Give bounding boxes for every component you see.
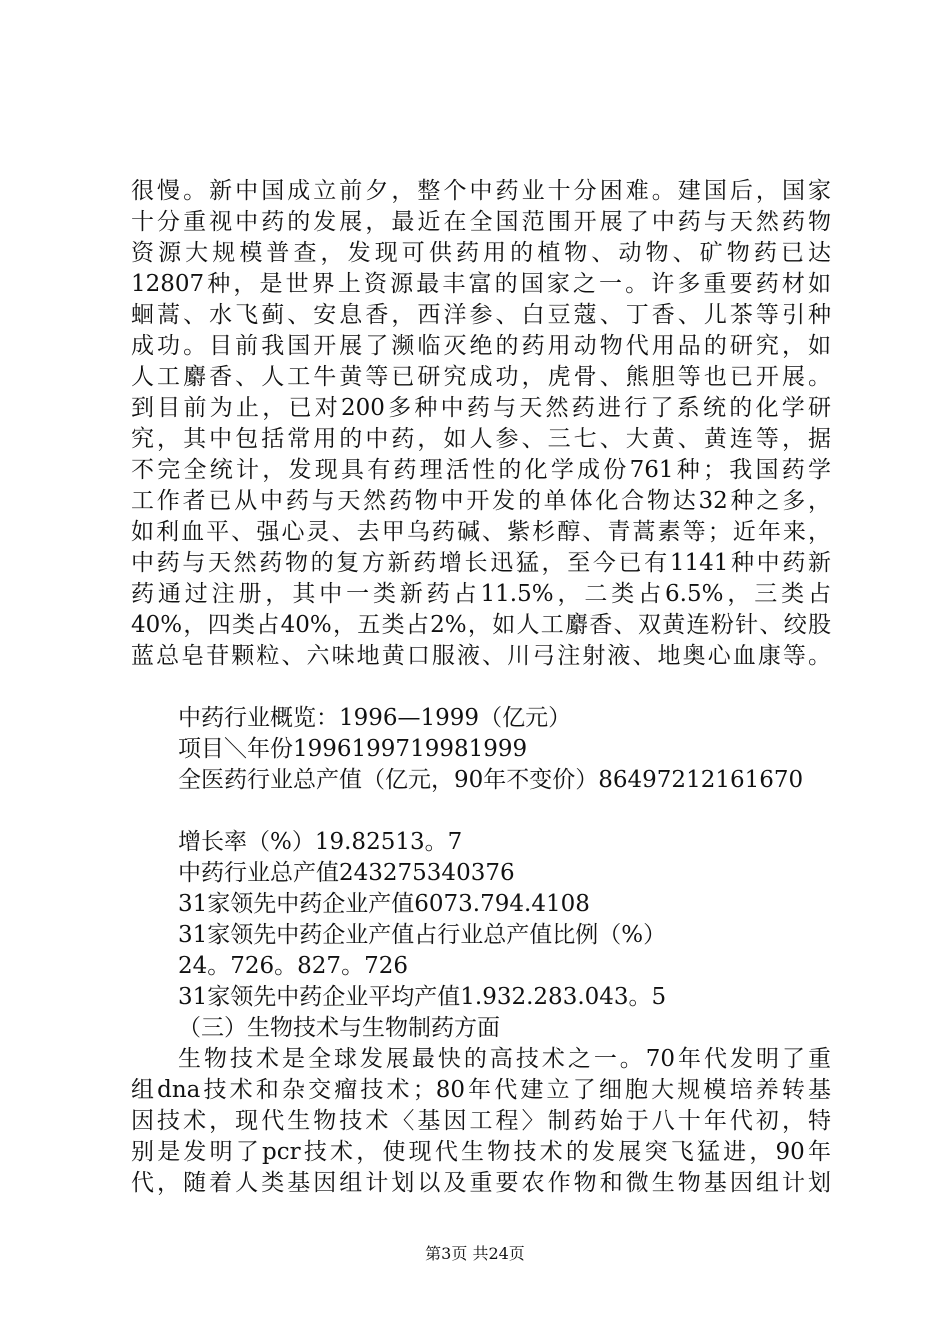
text-line: 因技术，现代生物技术〈基因工程〉制药始于八十年代初，特 [131, 1108, 831, 1134]
text-line: 资源大规模普查，发现可供药用的植物、动物、矿物药已达 [131, 240, 831, 266]
text-line: 成功。目前我国开展了濒临灭绝的药用动物代用品的研究，如 [131, 333, 831, 359]
text-line: 很慢。新中国成立前夕，整个中药业十分困难。建国后，国家 [131, 178, 831, 204]
table-row: 24。726。827。726 [178, 953, 408, 979]
text-line: 蛔蒿、水飞蓟、安息香，西洋参、白豆蔻、丁香、儿茶等引种 [131, 302, 831, 328]
table-title: 中药行业概览：1996—1999（亿元） [178, 705, 572, 731]
table-gap [131, 796, 831, 827]
text-line: 40%，四类占40%，五类占2%，如人工麝香、双黄连粉针、绞股 [131, 612, 831, 638]
section-heading: （三）生物技术与生物制药方面 [178, 1015, 500, 1041]
text-line: 代，随着人类基因组计划以及重要农作物和微生物基因组计划 [131, 1170, 831, 1196]
paragraph-medicine-resources [131, 176, 831, 672]
paragraph-biotechnology [131, 1044, 831, 1199]
text-line: 到目前为止，已对200多种中药与天然药进行了系统的化学研 [131, 395, 831, 421]
table-row: 增长率（%）19.82513。7 [178, 829, 463, 855]
text-line: 药通过注册，其中一类新药占11.5%，二类占6.5%，三类占 [131, 581, 831, 607]
industry-overview-table-text [131, 703, 831, 1013]
table-row: 31家领先中药企业产值占行业总产值比例（%） [178, 922, 667, 948]
text-line: 蓝总皂苷颗粒、六味地黄口服液、川弓注射液、地奥心血康等。 [131, 643, 831, 669]
text-line: 工作者已从中药与天然药物中开发的单体化合物达32种之多， [131, 488, 831, 514]
body-text [131, 176, 831, 1199]
page-number-footer: 第3页 共24页 [425, 1244, 525, 1263]
table-row: 31家领先中药企业平均产值1.932.283.043。5 [178, 984, 667, 1010]
text-line: 如利血平、强心灵、去甲乌药碱、紫杉醇、青蒿素等；近年来， [131, 519, 831, 545]
text-line: 人工麝香、人工牛黄等已研究成功，虎骨、熊胆等也已开展。 [131, 364, 831, 390]
text-line: 别是发明了pcr技术，使现代生物技术的发展突飞猛进，90年 [131, 1139, 831, 1165]
table-row: 中药行业总产值243275340376 [178, 860, 515, 886]
paragraph-gap [131, 672, 831, 703]
text-line: 组dna技术和杂交瘤技术；80年代建立了细胞大规模培养转基 [131, 1077, 831, 1103]
text-line: 十分重视中药的发展，最近在全国范围开展了中药与天然药物 [131, 209, 831, 235]
text-line: 中药与天然药物的复方新药增长迅猛，至今已有1141种中药新 [131, 550, 831, 576]
text-line: 12807种，是世界上资源最丰富的国家之一。许多重要药材如 [131, 271, 831, 297]
table-row: 31家领先中药企业产值6073.794.4108 [178, 891, 590, 917]
text-line: 生物技术是全球发展最快的高技术之一。70年代发明了重 [178, 1046, 831, 1072]
table-header-row: 项目＼年份1996199719981999 [178, 736, 528, 762]
table-row: 全医药行业总产值（亿元，90年不变价）86497212161670 [178, 767, 804, 793]
text-line: 究，其中包括常用的中药，如人参、三七、大黄、黄连等，据 [131, 426, 831, 452]
text-line: 不完全统计，发现具有药理活性的化学成份761种；我国药学 [131, 457, 831, 483]
